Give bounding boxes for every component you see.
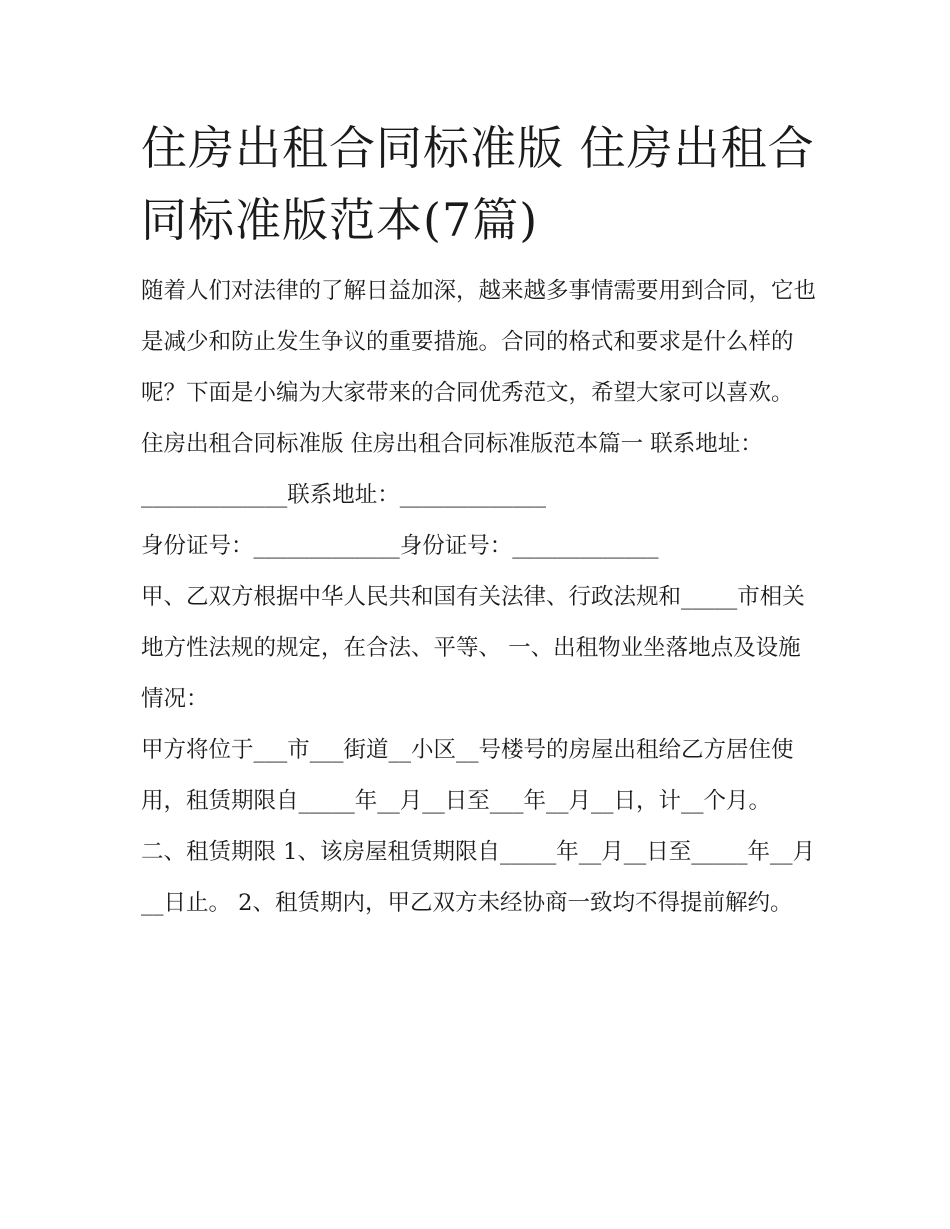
document-body	[141, 266, 821, 929]
intro-paragraph: 随着人们对法律的了解日益加深，越来越多事情需要用到合同，它也是减少和防止发生争议的重要措施。合同的格式和要求是什么样的呢？下面是小编为大家带来的合同优秀范文，希望大家可以喜欢。	[141, 278, 817, 406]
contact-address-paragraph: 住房出租合同标准版 住房出租合同标准版范本篇一 联系地址：_____________联系地址：_____________	[141, 431, 763, 508]
property-location-paragraph: 甲方将位于___市___街道__小区__号楼号的房屋出租给乙方居住使用，租赁期限自_____年__月__日至___年__月__日，计__个月。	[141, 737, 794, 814]
legal-basis-paragraph: 甲、乙双方根据中华人民共和国有关法律、行政法规和_____市相关地方性法规的规定，在合法、平等、 一、出租物业坐落地点及设施情况：	[141, 584, 805, 712]
lease-term-paragraph: 二、租赁期限 1、该房屋租赁期限自_____年__月__日至_____年__月__日止。 2、租赁期内，甲乙双方未经协商一致均不得提前解约。	[141, 839, 815, 916]
document-title: 住房出租合同标准版 住房出租合同标准版范本(7篇)	[141, 121, 815, 247]
id-number-paragraph: 身份证号：_____________身份证号：_____________	[141, 533, 659, 559]
document-page	[141, 112, 821, 929]
